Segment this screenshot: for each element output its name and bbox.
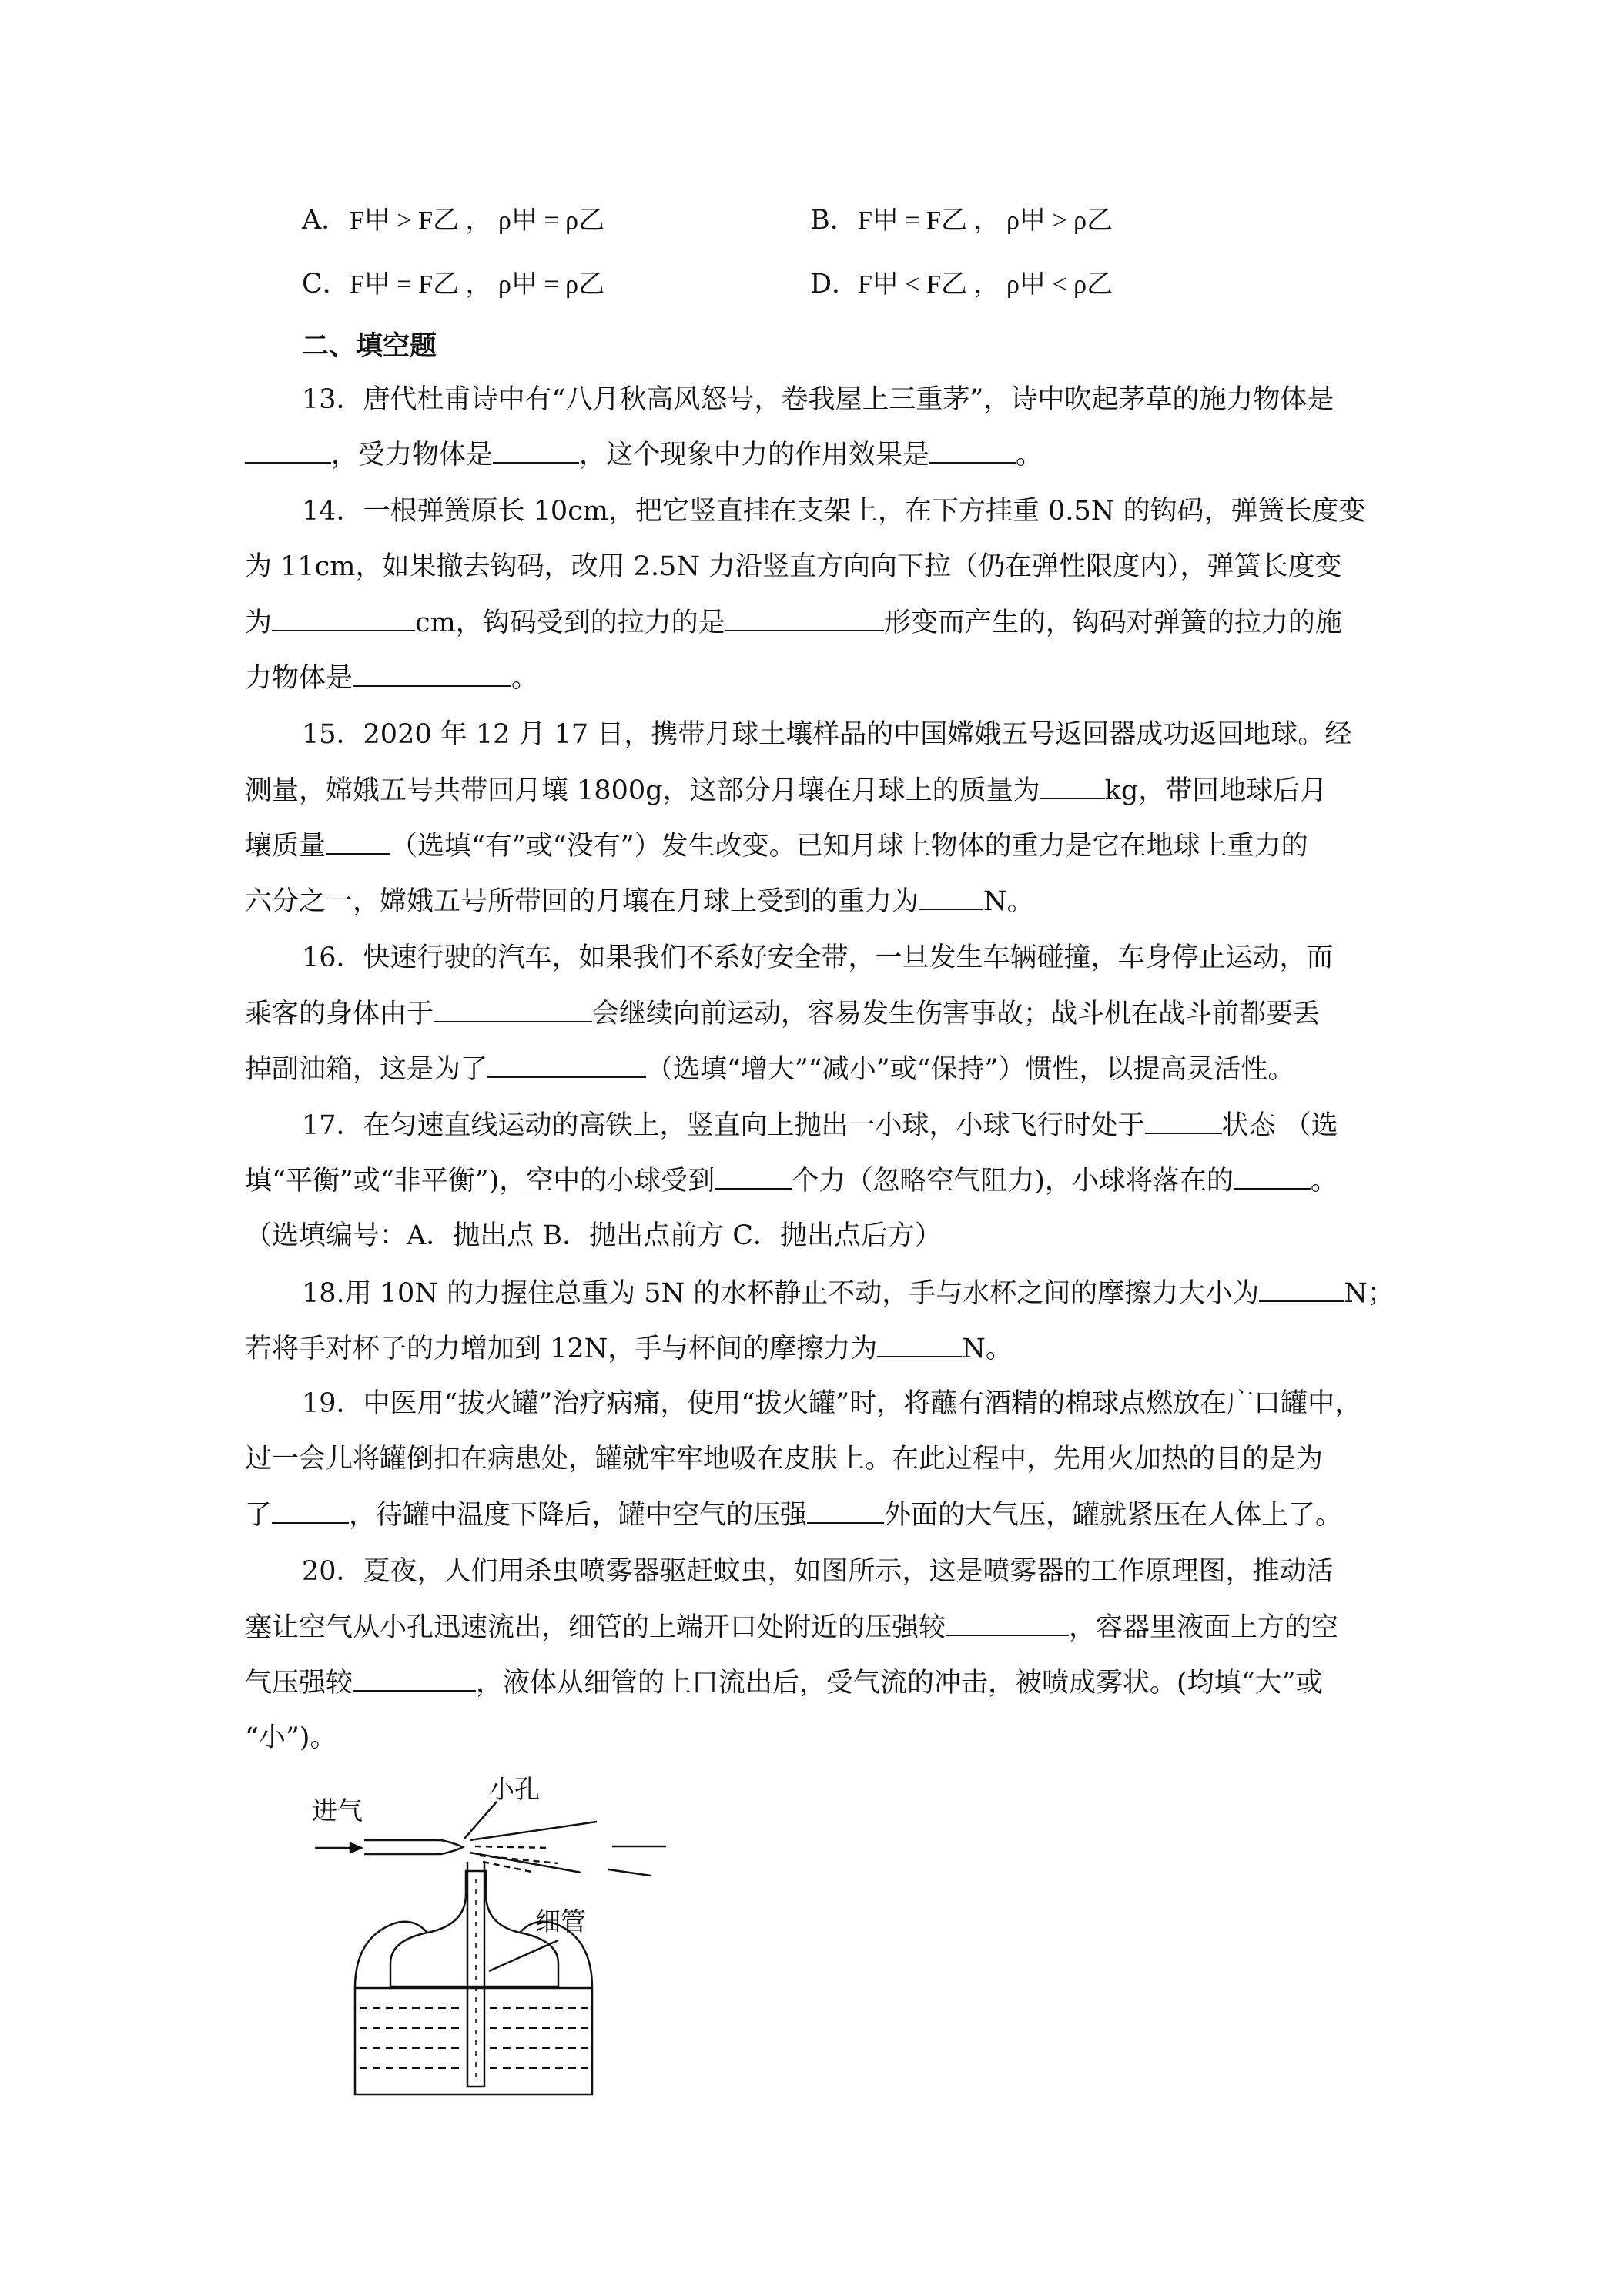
answer-blank bbox=[1234, 1162, 1311, 1190]
answer-blank bbox=[326, 827, 390, 855]
q18-text: 18.用 10N 的力握住总重为 5N 的水杯静止不动，手与水杯之间的摩擦力大小为 bbox=[302, 1278, 1260, 1309]
q19-text: 外面的大气压，罐就紧压在人体上了。 bbox=[884, 1500, 1343, 1531]
option-expression: F甲 = F乙 ， ρ甲 = ρ乙 bbox=[350, 270, 605, 299]
option-letter: A． bbox=[302, 205, 349, 236]
answer-blank bbox=[493, 436, 579, 464]
q16-text: 乘客的身体由于 bbox=[245, 999, 434, 1029]
option-expression: F甲 > F乙 ， ρ甲 = ρ乙 bbox=[350, 206, 605, 235]
q17-text: 17．在匀速直线运动的高铁上，竖直向上抛出一小球，小球飞行时处于 bbox=[302, 1110, 1145, 1141]
q20-text: ，容器里液面上方的空 bbox=[1069, 1612, 1339, 1643]
q15-text: （选填“有”或“没有”）发生改变。已知月球上物体的重力是它在地球上重力的 bbox=[390, 831, 1308, 862]
q13-line-2 bbox=[245, 436, 1043, 474]
q14-line-2: 为 11cm，如果撤去钩码，改用 2.5N 力沿竖直方向向下拉（仍在弹性限度内），弹簧长度变 bbox=[245, 551, 1342, 582]
inlet-arrow-head bbox=[350, 1843, 361, 1853]
q13-text: ，这个现象中力的作用效果是 bbox=[579, 440, 930, 470]
pipe-nozzle bbox=[441, 1840, 463, 1854]
answer-blank bbox=[1145, 1106, 1222, 1134]
q15-text: kg，带回地球后月 bbox=[1104, 775, 1328, 806]
q16-text: 掉副油箱，这是为了 bbox=[245, 1054, 488, 1085]
answer-blank bbox=[487, 1050, 646, 1078]
q19-line-2: 过一会儿将罐倒扣在病患处，罐就牢牢地吸在皮肤上。在此过程中，先用火加热的目的是为 bbox=[245, 1444, 1324, 1474]
option-c bbox=[302, 266, 604, 303]
answer-blank bbox=[725, 604, 884, 631]
mist-dashes bbox=[475, 1846, 558, 1873]
answer-blank bbox=[434, 995, 592, 1022]
q18-text: 若将手对杯子的力增加到 12N，手与杯间的摩擦力为 bbox=[245, 1334, 878, 1364]
q14-text: 力物体是 bbox=[245, 663, 353, 694]
q18-text: N； bbox=[1344, 1278, 1395, 1309]
tube-pointer bbox=[489, 1940, 558, 1971]
q15-line-3 bbox=[245, 827, 1308, 865]
answer-blank bbox=[929, 436, 1016, 464]
answer-blank bbox=[1259, 1274, 1344, 1302]
option-expression: F甲 < F乙 ， ρ甲 < ρ乙 bbox=[858, 270, 1113, 299]
q14-line-4 bbox=[245, 659, 538, 697]
q18-line-1 bbox=[302, 1274, 1395, 1312]
q15-line-2 bbox=[245, 771, 1327, 809]
q20-line-1: 20．夏夜，人们用杀虫喷雾器驱赶蚊虫，如图所示，这是喷雾器的工作原理图，推动活 bbox=[302, 1556, 1334, 1587]
option-letter: B． bbox=[810, 205, 857, 236]
label-thin-tube: 细管 bbox=[535, 1906, 586, 1936]
q15-text: 测量，嫦娥五号共带回月壤 1800g，这部分月壤在月球上的质量为 bbox=[245, 775, 1040, 806]
label-inlet: 进气 bbox=[312, 1796, 363, 1826]
q16-text: 会继续向前运动，容易发生伤害事故；战斗机在战斗前都要丢 bbox=[592, 999, 1321, 1029]
answer-blank bbox=[272, 604, 415, 631]
q16-line-2 bbox=[245, 995, 1320, 1033]
q14-line-3 bbox=[245, 604, 1342, 641]
answer-blank bbox=[272, 1496, 349, 1524]
spray-line bbox=[608, 1869, 651, 1876]
q19-line-1: 19．中医用“拔火罐”治疗病痛，使用“拔火罐”时，将蘸有酒精的棉球点燃放在广口罐中， bbox=[302, 1388, 1362, 1419]
q19-text: ，待罐中温度下降后，罐中空气的压强 bbox=[349, 1500, 808, 1531]
q14-text: 形变而产生的，钩码对弹簧的拉力的施 bbox=[883, 607, 1342, 638]
q17-text: 。 bbox=[1310, 1166, 1338, 1197]
option-expression: F甲 = F乙 ， ρ甲 > ρ乙 bbox=[858, 206, 1113, 235]
answer-blank bbox=[807, 1496, 884, 1524]
answer-blank bbox=[353, 659, 511, 687]
q19-line-3 bbox=[245, 1496, 1342, 1534]
q14-text: 为 bbox=[245, 607, 273, 638]
q14-line-1: 14．一根弹簧原长 10cm，把它竖直挂在支架上，在下方挂重 0.5N 的钩码，弹簧长度变 bbox=[302, 496, 1366, 527]
q20-line-3 bbox=[245, 1664, 1322, 1702]
container-dome bbox=[390, 1871, 558, 1986]
q15-line-4 bbox=[245, 882, 1034, 920]
spray-line bbox=[470, 1822, 597, 1840]
answer-blank bbox=[715, 1162, 792, 1190]
q18-line-2 bbox=[245, 1330, 1013, 1367]
q14-text: 。 bbox=[511, 663, 539, 694]
q20-line-2 bbox=[245, 1608, 1338, 1646]
option-b bbox=[810, 202, 1113, 239]
answer-blank bbox=[245, 436, 331, 464]
answer-blank bbox=[1040, 771, 1105, 799]
label-hole: 小孔 bbox=[489, 1774, 540, 1804]
sprayer-diagram-svg bbox=[304, 1779, 705, 2133]
q17-line-3: （选填编号：A．抛出点 B．抛出点前方 C．抛出点后方） bbox=[245, 1220, 943, 1251]
q20-text: ，液体从细管的上口流出后，受气流的冲击，被喷成雾状。(均填“大”或 bbox=[476, 1668, 1323, 1699]
option-a bbox=[302, 202, 604, 239]
q15-line-1: 15．2020 年 12 月 17 日，携带月球土壤样品的中国嫦娥五号返回器成功返回地球。经 bbox=[302, 719, 1352, 750]
section-title: 二、填空题 bbox=[302, 330, 437, 362]
answer-blank bbox=[946, 1608, 1069, 1636]
answer-blank bbox=[919, 882, 983, 910]
q13-text: 。 bbox=[1016, 440, 1043, 470]
answer-blank bbox=[353, 1664, 476, 1692]
q17-line-2 bbox=[245, 1162, 1338, 1200]
q17-text: 个力（忽略空气阻力)，小球将落在的 bbox=[792, 1166, 1234, 1197]
q14-text: cm，钩码受到的拉力的是 bbox=[415, 607, 725, 638]
hole-pointer bbox=[464, 1802, 497, 1839]
q16-text: （选填“增大”“减小”或“保持”）惯性，以提高灵活性。 bbox=[646, 1054, 1295, 1085]
sprayer-diagram bbox=[304, 1774, 705, 2133]
q17-text: 填“平衡”或“非平衡”)，空中的小球受到 bbox=[245, 1166, 715, 1197]
q16-line-1: 16．快速行驶的汽车，如果我们不系好安全带，一旦发生车辆碰撞，车身停止运动，而 bbox=[302, 942, 1334, 973]
q13-line-1: 13．唐代杜甫诗中有“八月秋高风怒号，卷我屋上三重茅”，诗中吹起茅草的施力物体是 bbox=[302, 384, 1334, 415]
q15-text: 壤质量 bbox=[245, 831, 326, 862]
q13-text: ，受力物体是 bbox=[331, 440, 494, 470]
answer-blank bbox=[877, 1330, 962, 1357]
option-d bbox=[810, 266, 1113, 303]
q16-line-3 bbox=[245, 1050, 1294, 1088]
q19-text: 了 bbox=[245, 1500, 273, 1531]
q17-text: 状态 （选 bbox=[1221, 1110, 1338, 1141]
q20-text: 气压强较 bbox=[245, 1668, 353, 1699]
q17-line-1 bbox=[302, 1106, 1338, 1144]
q15-text: N。 bbox=[983, 886, 1034, 917]
q18-text: N。 bbox=[962, 1334, 1013, 1364]
liquid-lines bbox=[360, 2008, 588, 2068]
q20-text: 塞让空气从小孔迅速流出，细管的上端开口处附近的压强较 bbox=[245, 1612, 946, 1643]
option-letter: D． bbox=[810, 269, 859, 300]
q20-line-4: “小”)。 bbox=[245, 1722, 337, 1753]
q15-text: 六分之一，嫦娥五号所带回的月壤在月球上受到的重力为 bbox=[245, 886, 919, 917]
option-letter: C． bbox=[302, 269, 350, 300]
